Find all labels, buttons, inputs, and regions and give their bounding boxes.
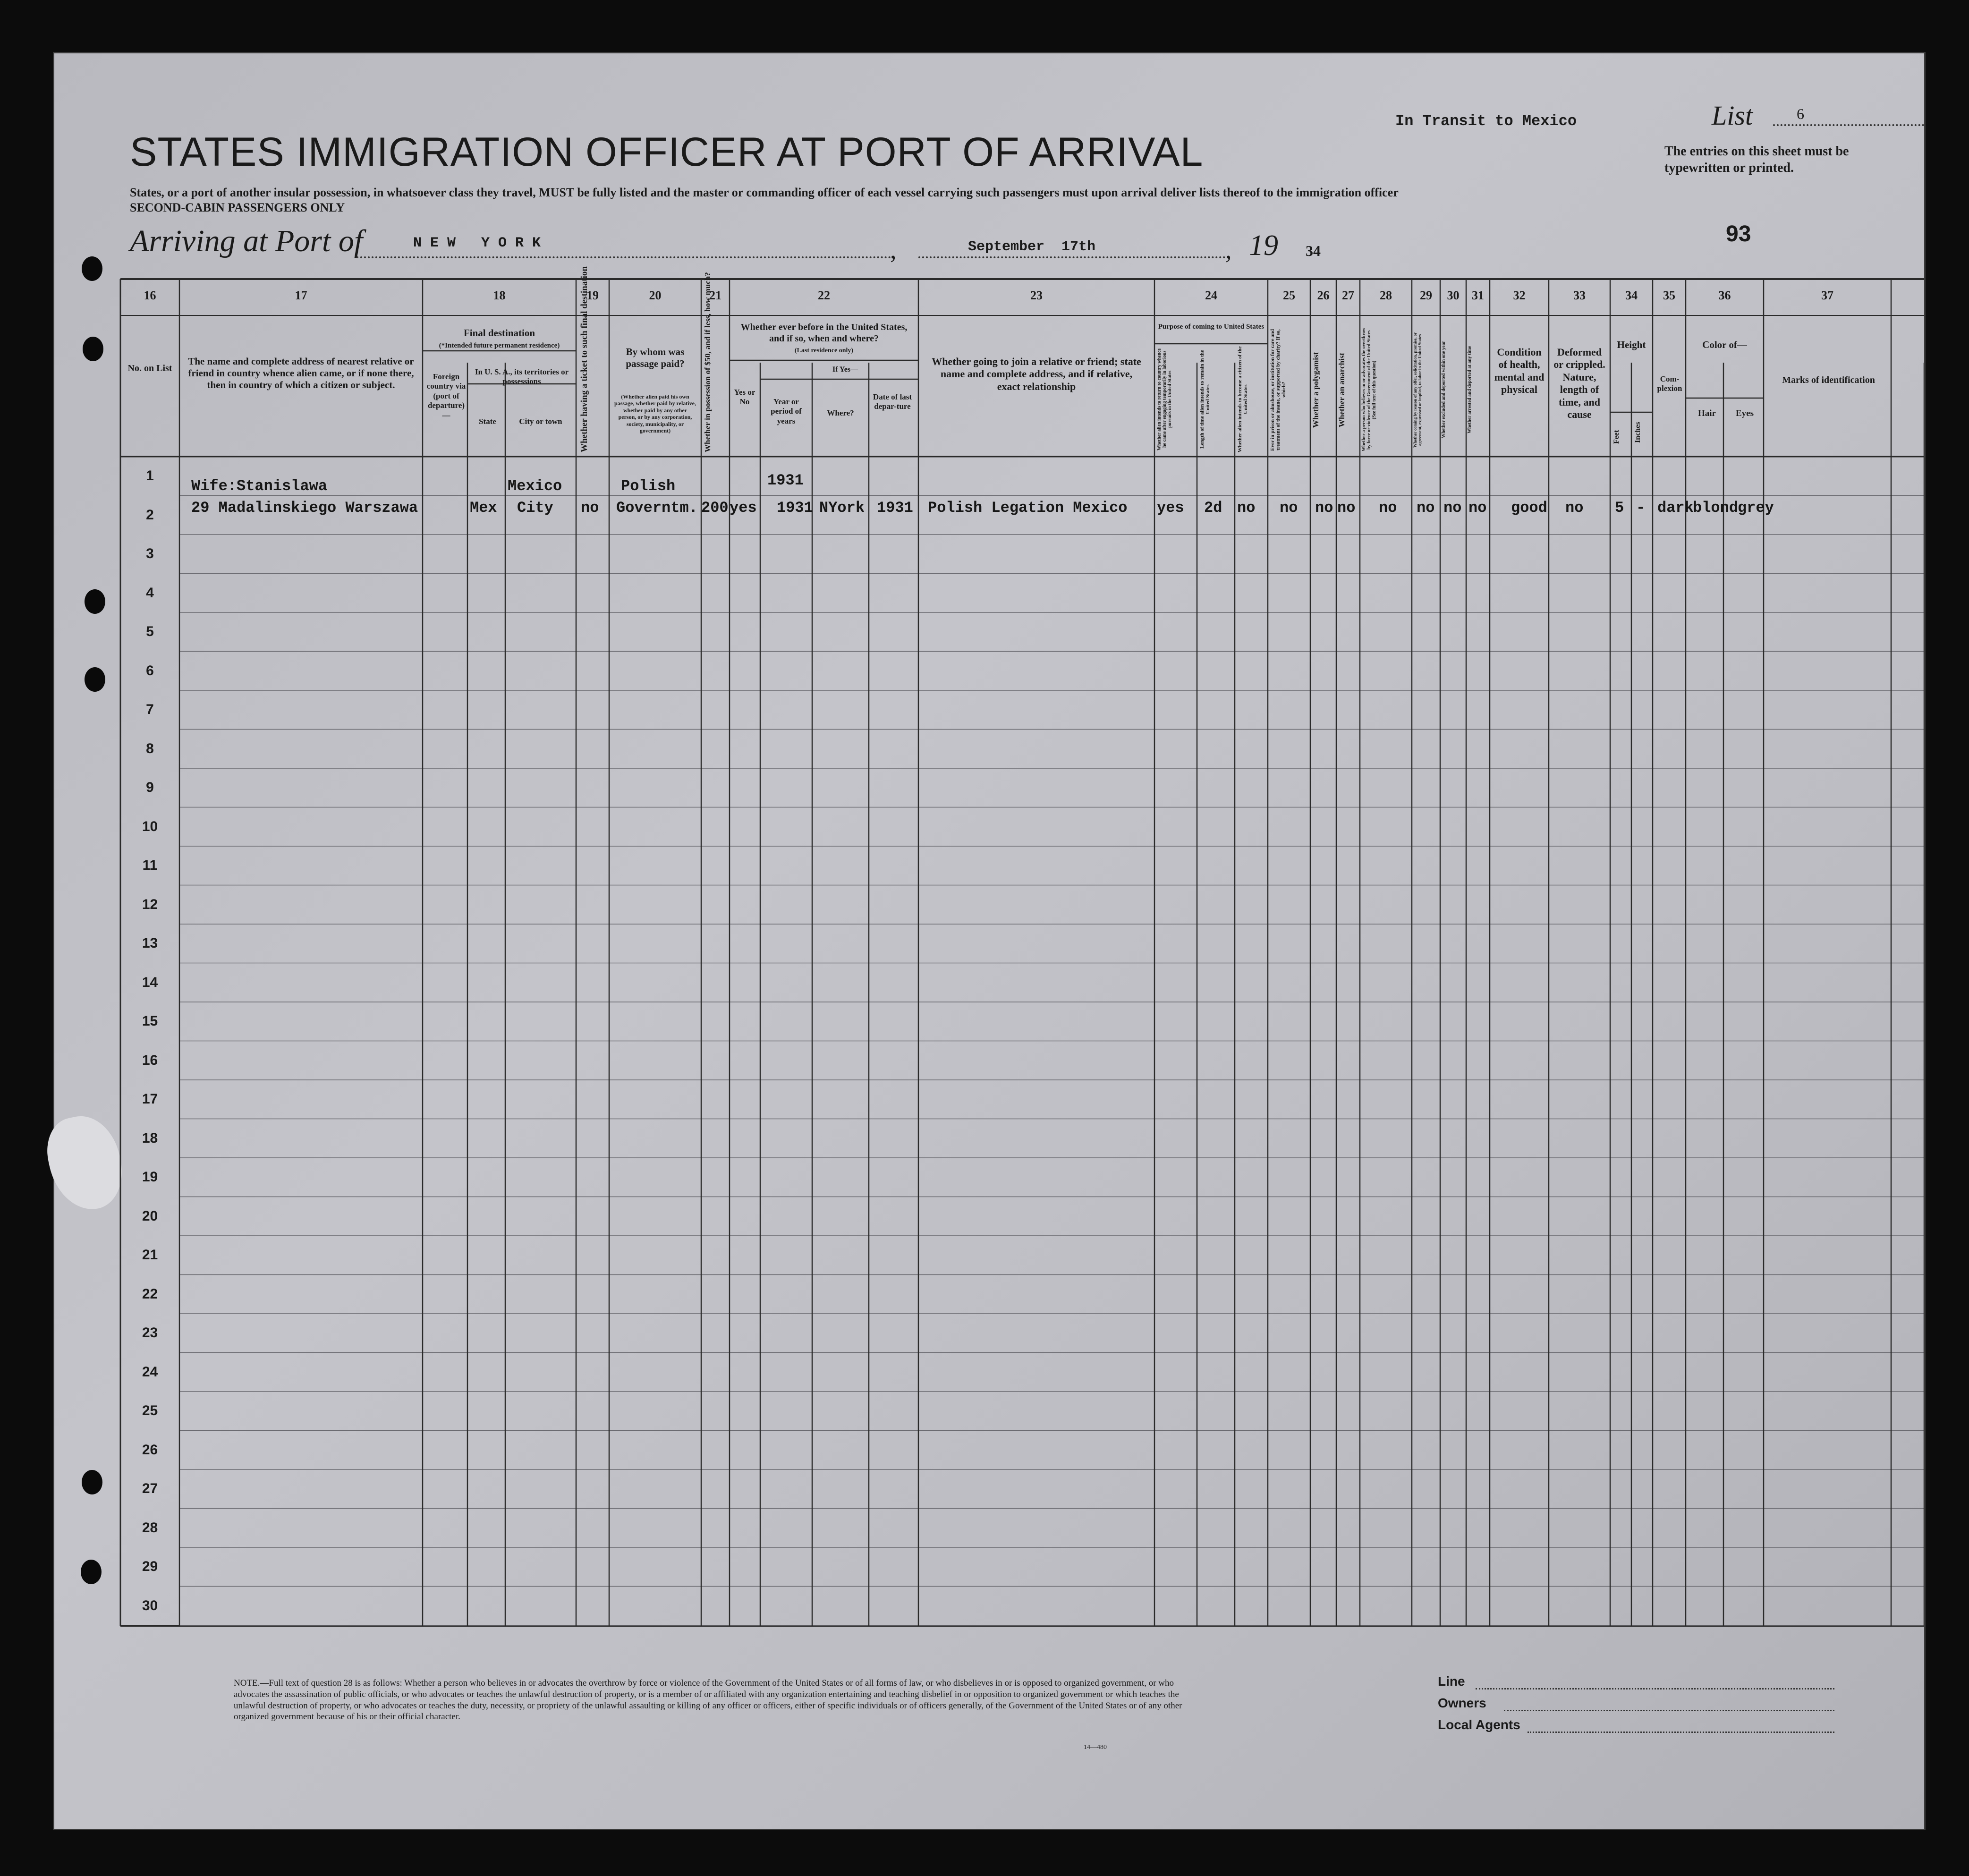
agents-signature[interactable] bbox=[1528, 1732, 1834, 1733]
col-num: 30 bbox=[1447, 289, 1460, 302]
year-prefix: 19 bbox=[1249, 229, 1278, 262]
row-number: 19 bbox=[142, 1169, 158, 1185]
col24-return: Whether alien intends to return to country whence he came after engaging temporarily in laborious pursuits in the United States bbox=[1157, 348, 1172, 450]
page-title: STATES IMMIGRATION OFFICER AT PORT OF ARRIVAL bbox=[130, 129, 1204, 175]
col-num: 31 bbox=[1472, 289, 1484, 302]
col24-title: Purpose of coming to United States bbox=[1158, 323, 1265, 331]
col18-sub: (*Intended future permanent residence) bbox=[439, 342, 560, 349]
excluded: no bbox=[1443, 499, 1462, 517]
row-number: 16 bbox=[142, 1052, 158, 1068]
row-number: 22 bbox=[142, 1286, 158, 1302]
offer: no bbox=[1417, 499, 1435, 517]
row-number: 3 bbox=[146, 546, 154, 561]
row-number: 30 bbox=[142, 1597, 158, 1613]
row-number: 10 bbox=[142, 818, 158, 834]
col19-header: Whether having a ticket to such final destination bbox=[579, 266, 589, 452]
row-number: 23 bbox=[142, 1325, 158, 1341]
col-num: 29 bbox=[1420, 289, 1432, 302]
col-num: 27 bbox=[1342, 289, 1354, 302]
col-num: 37 bbox=[1821, 289, 1833, 302]
col18-foreign: Foreign country via (port of departure)— bbox=[426, 372, 466, 420]
citizen: no bbox=[1237, 499, 1256, 517]
height-inches: - bbox=[1636, 499, 1646, 517]
eye-color: grey bbox=[1738, 499, 1774, 517]
col20-sub: (Whether alien paid his own passage, whether paid by relative, whether paid by any other person, or by any corporation, society, municipality, or government) bbox=[614, 393, 696, 434]
col-num: 34 bbox=[1625, 289, 1638, 302]
col33-header: Deformed or crippled. Nature, length of time, and cause bbox=[1553, 346, 1605, 420]
col26-header: Whether a polygamist bbox=[1311, 352, 1320, 428]
col34-title: Height bbox=[1617, 339, 1646, 350]
row-number: 17 bbox=[142, 1091, 158, 1107]
col-num: 21 bbox=[709, 289, 721, 302]
row-number: 28 bbox=[142, 1519, 158, 1536]
line-signature[interactable] bbox=[1476, 1688, 1834, 1689]
list-label: List bbox=[1712, 100, 1753, 131]
port-name: N E W Y O R K bbox=[413, 235, 541, 251]
row-number: 24 bbox=[142, 1364, 158, 1380]
year-line2: 1931 bbox=[777, 499, 813, 517]
col36-eyes: Eyes bbox=[1736, 408, 1754, 418]
row-number: 14 bbox=[142, 974, 158, 990]
owners-signature[interactable] bbox=[1504, 1710, 1834, 1711]
row-number: 29 bbox=[142, 1559, 158, 1574]
col37-header: Marks of identification bbox=[1782, 375, 1875, 385]
owners-label: Owners bbox=[1438, 1696, 1486, 1710]
arriving-label: Arriving at Port of bbox=[130, 224, 363, 258]
col22-yesno: Yes or No bbox=[734, 388, 755, 407]
col28-header: Whether a person who believes in or advocates the overthrow by force or violence of the Government of the United States (See full text of this question) bbox=[1361, 328, 1377, 452]
col36-title: Color of— bbox=[1702, 339, 1747, 350]
row-number: 8 bbox=[146, 740, 154, 756]
col-num: 22 bbox=[818, 289, 830, 302]
col18-state: State bbox=[479, 417, 496, 426]
row-number: 18 bbox=[142, 1130, 158, 1146]
col-num: 19 bbox=[586, 289, 599, 302]
col22-where: Where? bbox=[827, 408, 854, 417]
row-number: 1 bbox=[146, 468, 154, 484]
before-yes: yes bbox=[730, 499, 757, 517]
col34-feet: Feet bbox=[1613, 430, 1621, 444]
arrested: no bbox=[1468, 499, 1487, 517]
col16-header: No. on List bbox=[127, 363, 172, 374]
col-num: 17 bbox=[295, 289, 307, 302]
col24-length: Length of time alien intends to remain in the United States bbox=[1199, 350, 1211, 449]
row-number: 12 bbox=[142, 896, 158, 912]
col22-ifyes: If Yes— bbox=[832, 365, 858, 374]
list-number: 6 bbox=[1797, 105, 1804, 122]
row-number: 7 bbox=[146, 702, 154, 717]
row-number: 11 bbox=[142, 857, 158, 873]
row-number: 13 bbox=[142, 935, 158, 951]
relative-line2: 29 Madalinskiego Warszawa bbox=[191, 499, 418, 517]
col21-header: Whether in possession of $50, and if less, how much? bbox=[703, 272, 712, 452]
height-feet: 5 bbox=[1615, 499, 1624, 517]
header-instructions: States, or a port of another insular possession, in whatsoever class they travel, MUST be fully listed and the master or commanding officer of each vessel carrying such passengers must upon arrival deliver lists thereof to the immigration officer bbox=[130, 186, 1399, 199]
comma: , bbox=[1225, 236, 1232, 264]
row-number: 6 bbox=[146, 662, 154, 679]
comma: , bbox=[890, 236, 897, 264]
row-number: 2 bbox=[146, 507, 154, 523]
length-stay: 2d bbox=[1204, 499, 1222, 517]
row-number: 26 bbox=[142, 1442, 158, 1458]
col-num: 24 bbox=[1205, 289, 1217, 302]
prison: no bbox=[1280, 499, 1298, 517]
row-number: 27 bbox=[142, 1481, 158, 1496]
relative-line1: Wife:Stanislawa bbox=[191, 477, 328, 495]
col-num: 20 bbox=[649, 289, 662, 302]
overthrow: no bbox=[1379, 499, 1397, 517]
dest-city-line1: Mexico bbox=[508, 477, 562, 495]
col22-sub: (Last residence only) bbox=[794, 347, 854, 354]
col22-title: Whether ever before in the United States, and if so, when and where? bbox=[740, 322, 908, 344]
col27-header: Whether an anarchist bbox=[1337, 352, 1346, 427]
return-intent: yes bbox=[1157, 499, 1184, 517]
col24-citizen: Whether alien intends to become a citizen of the United States bbox=[1237, 346, 1248, 452]
col22-year: Year or period of years bbox=[771, 397, 802, 425]
health: good bbox=[1511, 499, 1547, 517]
form-number: 14—480 bbox=[1084, 1744, 1107, 1751]
col-num: 35 bbox=[1663, 289, 1675, 302]
col20-title: By whom was passage paid? bbox=[626, 346, 685, 370]
dest-state: Mex bbox=[470, 499, 497, 517]
col-num: 28 bbox=[1380, 289, 1392, 302]
where: NYork bbox=[819, 499, 865, 517]
arrival-date: September 17th bbox=[968, 239, 1096, 255]
row-number: 4 bbox=[146, 585, 154, 601]
row-number: 9 bbox=[146, 780, 154, 795]
col-num: 36 bbox=[1718, 289, 1731, 302]
anarchist: no bbox=[1337, 499, 1356, 517]
agents-label: Local Agents bbox=[1438, 1717, 1520, 1732]
class-line: SECOND-CABIN PASSENGERS ONLY bbox=[130, 201, 345, 214]
col18-title: Final destination bbox=[463, 327, 535, 339]
year-suffix: 34 bbox=[1306, 242, 1321, 259]
col30-header: Whether excluded and deported within one year bbox=[1441, 341, 1446, 439]
col34-inches: Inches bbox=[1634, 422, 1642, 443]
col-num: 16 bbox=[144, 289, 156, 302]
entries-note: The entries on this sheet must be typewritten or printed. bbox=[1664, 144, 1849, 175]
col-num: 25 bbox=[1283, 289, 1295, 302]
year-line1: 1931 bbox=[767, 472, 804, 489]
row-number: 20 bbox=[142, 1208, 158, 1224]
polygamist: no bbox=[1315, 499, 1333, 517]
line-label: Line bbox=[1438, 1674, 1465, 1689]
date-departure: 1931 bbox=[877, 499, 913, 517]
transit-note: In Transit to Mexico bbox=[1395, 112, 1577, 130]
col23-header: Whether going to join a relative or friend; state name and complete address, and if relative, exact relationship bbox=[932, 356, 1141, 392]
hair-color: blond bbox=[1693, 499, 1739, 517]
join: Polish Legation Mexico bbox=[928, 499, 1128, 517]
manifest-grid bbox=[54, 53, 1924, 1829]
col-num: 26 bbox=[1317, 289, 1330, 302]
col32-header: Condition of health, mental and physical bbox=[1494, 346, 1545, 396]
money: 200 bbox=[701, 499, 729, 517]
paid-line1: Polish bbox=[621, 477, 676, 495]
col18-city: City or town bbox=[519, 417, 562, 426]
col29-header: Whether coming by reason of any offer, solicitation, promise, or agreement, expressed or implied, to labor in the United States bbox=[1413, 332, 1422, 448]
col22-date: Date of last depar-ture bbox=[873, 392, 912, 411]
col-num: 32 bbox=[1513, 289, 1526, 302]
manifest-sheet bbox=[53, 52, 1926, 1830]
dest-city-line2: City bbox=[517, 499, 553, 517]
col25-header: Ever in prison or almshouse, or institution for care and treatment of the insane, or supported by charity? If so, which? bbox=[1270, 329, 1287, 451]
col-num: 33 bbox=[1573, 289, 1586, 302]
paid-line2: Governtm. bbox=[616, 499, 698, 517]
row-number: 21 bbox=[142, 1247, 158, 1263]
page-number: 93 bbox=[1726, 221, 1751, 246]
deformed: no bbox=[1565, 499, 1584, 517]
footnote-q28: NOTE.—Full text of question 28 is as follows: Whether a person who believes in or advocates the overthrow by force or violence of the Government of the United States or of all forms of law, or who disbelieves in or is opposed to organized government, or who advocates the assassination of public officials, or who advocates or teaches the unlawful destruction of property, or is a member of or affiliated with any organization entertaining and teaching disbelief in or opposition to organized government or which teaches the unlawful destruction of property, or who advocates or teaches the duty, necessity, or propriety of the unlawful assaulting or killing of any officer or officers, either of specific individuals or of officers generally, of the Government of the United States or of any other organized government because of his or their official character. bbox=[234, 1678, 1182, 1722]
row-number: 25 bbox=[142, 1403, 158, 1418]
col35-header: Com-plexion bbox=[1657, 374, 1682, 393]
row-number: 15 bbox=[142, 1013, 158, 1029]
col18-usa: In U. S. A., its territories or possessions bbox=[475, 367, 569, 386]
complexion: dark bbox=[1657, 499, 1694, 517]
col-num: 23 bbox=[1030, 289, 1043, 302]
row-number: 5 bbox=[146, 624, 154, 639]
col-num: 18 bbox=[493, 289, 506, 302]
col31-header: Whether arrested and deported at any time bbox=[1467, 346, 1472, 434]
col17-header: The name and complete address of nearest relative or friend in country whence alien came, or if none there, then in country of which a citizen or subject. bbox=[188, 356, 414, 391]
col36-hair: Hair bbox=[1698, 408, 1716, 418]
ticket: no bbox=[581, 499, 599, 517]
